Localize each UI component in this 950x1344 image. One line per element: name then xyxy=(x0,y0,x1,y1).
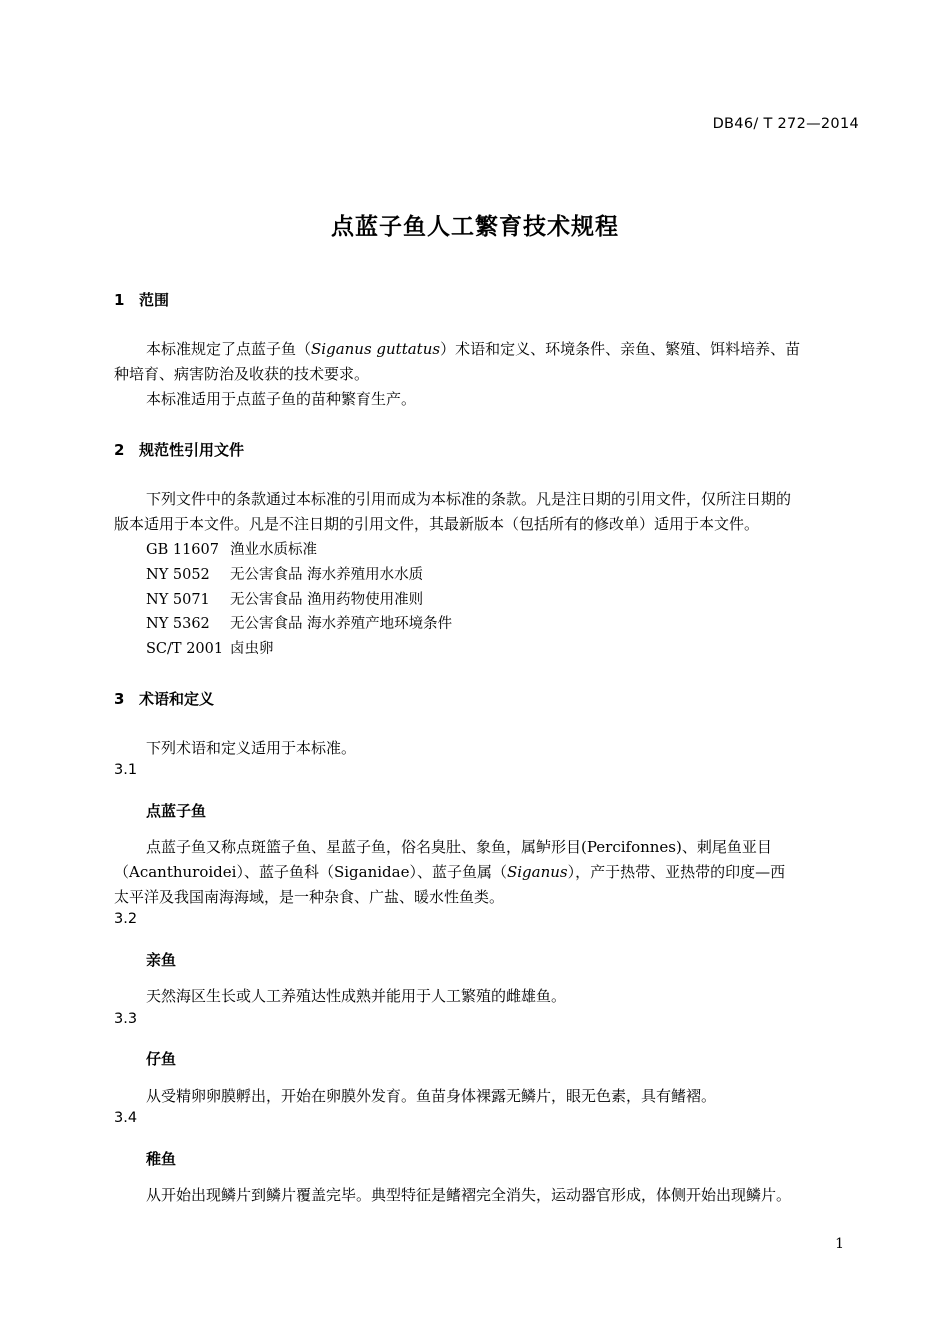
document-number: DB46/ T 272—2014 xyxy=(712,116,859,132)
reference-name: 无公害食品 海水养殖产地环境条件 xyxy=(230,616,453,632)
page-number: 1 xyxy=(835,1236,844,1252)
reference-item xyxy=(146,563,423,584)
definition-line: 从开始出现鳞片到鳞片覆盖完毕。典型特征是鳍褶完全消失，运动器官形成，体侧开始出现鳞片。 xyxy=(146,1186,792,1204)
reference-code: SC/T 2001 xyxy=(146,641,224,657)
subsection-number: 3.1 xyxy=(114,762,138,778)
section-title: 规范性引用文件 xyxy=(139,441,245,459)
paragraph-continuation: 种培育、病害防治及收获的技术要求。 xyxy=(114,365,370,383)
subsection-number: 3.3 xyxy=(114,1011,138,1027)
term-name: 亲鱼 xyxy=(146,951,177,969)
reference-item xyxy=(146,588,423,609)
section-number: 2 xyxy=(114,441,125,459)
subsection-number: 3.4 xyxy=(114,1110,138,1126)
section-1-heading xyxy=(114,289,169,310)
paragraph: 本标准适用于点蓝子鱼的苗种繁育生产。 xyxy=(146,390,417,408)
reference-name: 无公害食品 渔用药物使用准则 xyxy=(230,592,424,608)
reference-item xyxy=(146,612,452,633)
section-3-heading xyxy=(114,688,214,709)
reference-code: NY 5071 xyxy=(146,592,210,608)
reference-item xyxy=(146,637,274,658)
section-title: 术语和定义 xyxy=(139,690,215,708)
document-title: 点蓝子鱼人工繁育技术规程 xyxy=(331,214,619,240)
subsection-number: 3.2 xyxy=(114,911,138,927)
paragraph-continuation: 版本适用于本文件。凡是不注日期的引用文件，其最新版本（包括所有的修改单）适用于本文件。 xyxy=(114,515,760,533)
reference-code: NY 5052 xyxy=(146,567,210,583)
latin-name: Siganus guttatus xyxy=(311,340,441,358)
reference-name: 卤虫卵 xyxy=(230,641,274,657)
text: （Acanthuroidei）、蓝子鱼科（Siganidae）、蓝子鱼属（ xyxy=(114,863,507,881)
paragraph: 下列术语和定义适用于本标准。 xyxy=(146,739,357,757)
section-number: 3 xyxy=(114,690,125,708)
term-name: 稚鱼 xyxy=(146,1150,177,1168)
reference-name: 渔业水质标准 xyxy=(230,542,317,558)
definition-line: 天然海区生长或人工养殖达性成熟并能用于人工繁殖的雌雄鱼。 xyxy=(146,987,567,1005)
section-title: 范围 xyxy=(139,291,170,309)
text: ）术语和定义、环境条件、亲鱼、繁殖、饵料培养、苗 xyxy=(440,340,801,358)
term-name: 点蓝子鱼 xyxy=(146,802,207,820)
section-2-heading xyxy=(114,439,244,460)
reference-item xyxy=(146,538,317,559)
latin-name: Siganus xyxy=(506,863,568,881)
paragraph xyxy=(146,338,800,359)
term-name: 仔鱼 xyxy=(146,1050,177,1068)
definition-line xyxy=(114,861,785,882)
reference-name: 无公害食品 海水养殖用水水质 xyxy=(230,567,424,583)
definition-line: 从受精卵卵膜孵出，开始在卵膜外发育。鱼苗身体裸露无鳞片，眼无色素，具有鳍褶。 xyxy=(146,1087,717,1105)
reference-code: NY 5362 xyxy=(146,616,210,632)
paragraph: 下列文件中的条款通过本标准的引用而成为本标准的条款。凡是注日期的引用文件，仅所注日期的 xyxy=(146,490,792,508)
definition-line: 太平洋及我国南海海域，是一种杂食、广盐、暖水性鱼类。 xyxy=(114,888,505,906)
text: 本标准规定了点蓝子鱼（ xyxy=(146,340,312,358)
section-number: 1 xyxy=(114,291,125,309)
definition-line: 点蓝子鱼又称点斑篮子鱼、星蓝子鱼，俗名臭肚、象鱼，属鲈形目(Percifonnes)、刺尾鱼亚目 xyxy=(146,838,772,856)
text: ），产于热带、亚热带的印度—西 xyxy=(567,863,786,881)
reference-code: GB 11607 xyxy=(146,542,219,558)
